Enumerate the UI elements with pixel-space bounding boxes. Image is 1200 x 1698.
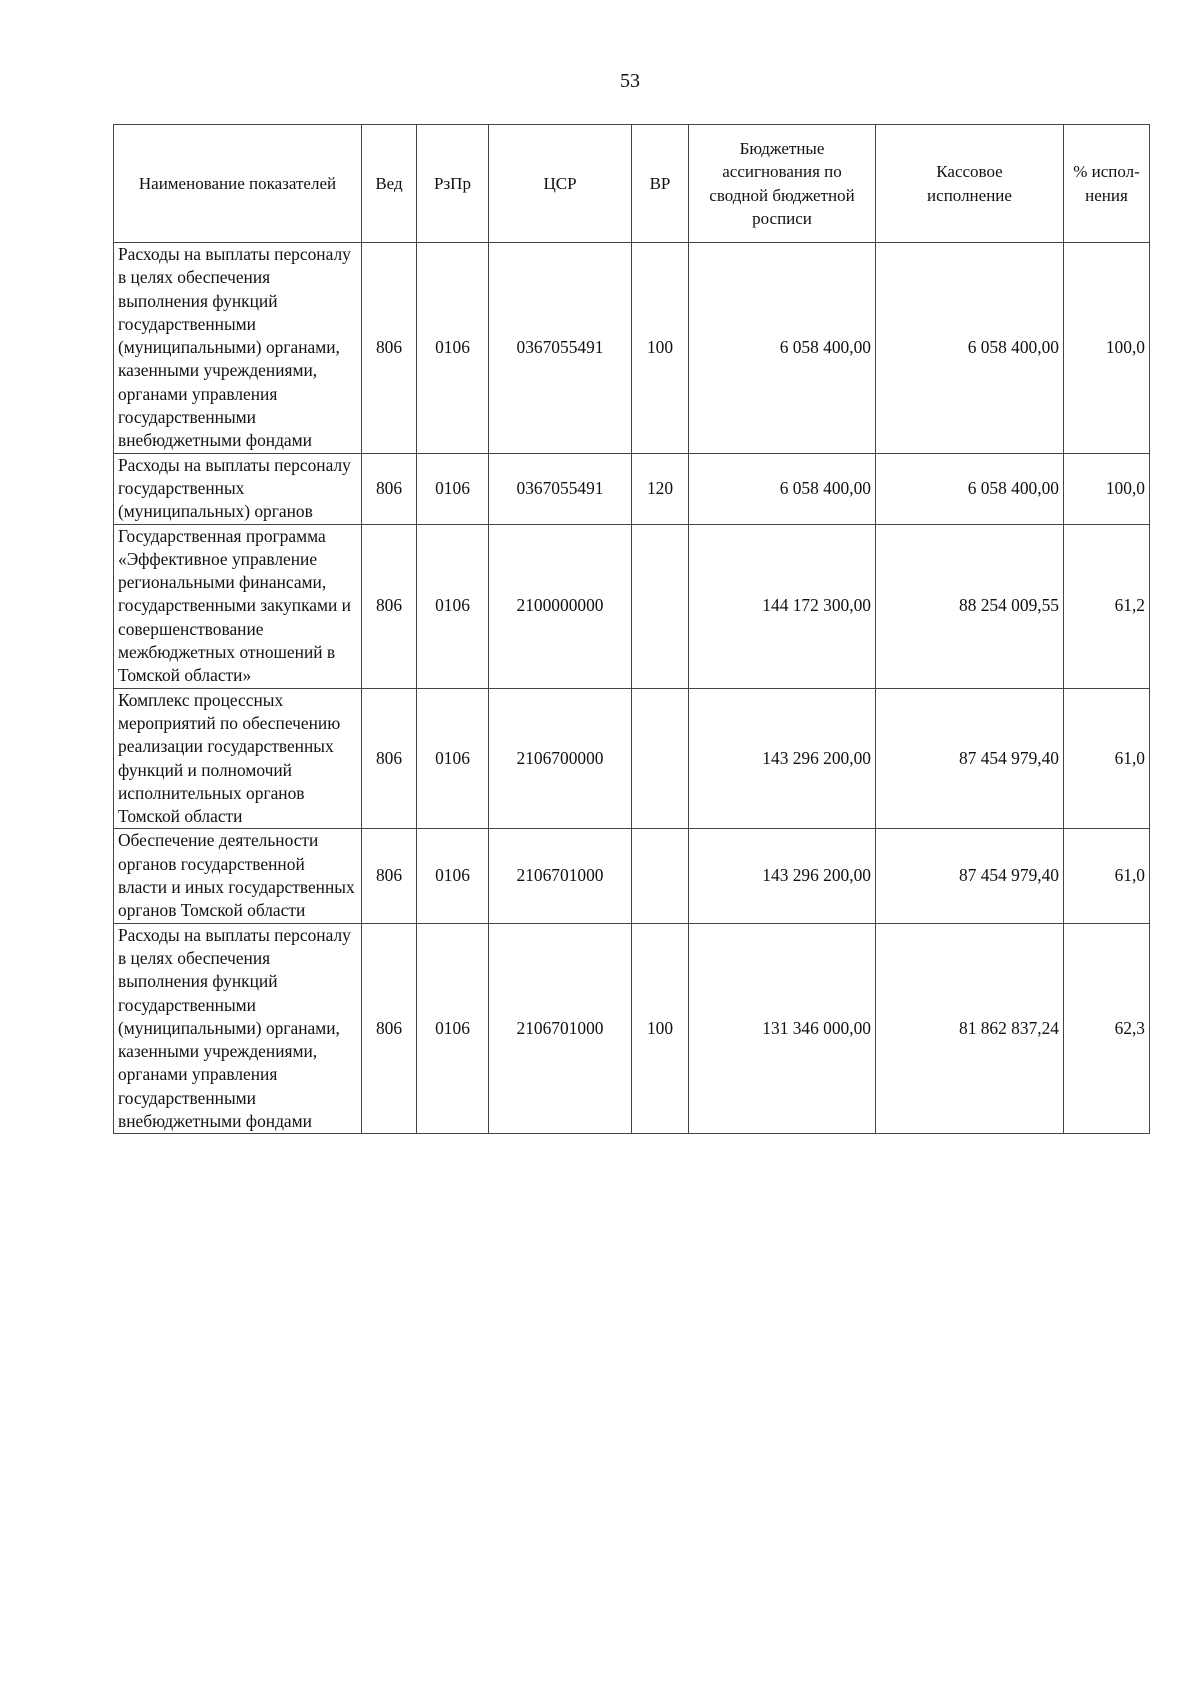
- table-row: [114, 243, 1150, 454]
- row-csr: 2106701000: [489, 923, 632, 1134]
- page-number: 53: [620, 70, 640, 92]
- row-rzpr: 0106: [417, 829, 489, 923]
- header-execution: Кассовое исполнение: [876, 125, 1064, 243]
- row-rzpr: 0106: [417, 453, 489, 524]
- row-assignments: 6 058 400,00: [689, 453, 876, 524]
- table-row: [114, 829, 1150, 923]
- row-assignments: 6 058 400,00: [689, 243, 876, 454]
- row-name: Комплекс процессных мероприятий по обеспечению реализации государственных функций и полномочий исполнительных органов Томской области: [114, 688, 362, 829]
- header-name: Наименование показателей: [114, 125, 362, 243]
- row-percent: 100,0: [1064, 453, 1150, 524]
- row-csr: 2100000000: [489, 524, 632, 688]
- header-assignments: Бюджетные ассигнования по сводной бюджетной росписи: [689, 125, 876, 243]
- row-assignments: 143 296 200,00: [689, 829, 876, 923]
- row-execution: 88 254 009,55: [876, 524, 1064, 688]
- header-percent: % испол-нения: [1064, 125, 1150, 243]
- row-rzpr: 0106: [417, 524, 489, 688]
- row-percent: 100,0: [1064, 243, 1150, 454]
- row-vr: 100: [632, 243, 689, 454]
- row-assignments: 131 346 000,00: [689, 923, 876, 1134]
- row-csr: 2106700000: [489, 688, 632, 829]
- row-name: Расходы на выплаты персоналу в целях обеспечения выполнения функций государственными (муниципальными) органами, казенными учреждениями, органами управления государственными внебюджетными фондами: [114, 923, 362, 1134]
- row-ved: 806: [362, 524, 417, 688]
- header-ved: Вед: [362, 125, 417, 243]
- row-execution: 87 454 979,40: [876, 829, 1064, 923]
- row-name: Государственная программа «Эффективное управление региональными финансами, государственными закупками и совершенствование межбюджетных отношений в Томской области»: [114, 524, 362, 688]
- row-rzpr: 0106: [417, 923, 489, 1134]
- row-name: Расходы на выплаты персоналу государственных (муниципальных) органов: [114, 453, 362, 524]
- row-name: Обеспечение деятельности органов государственной власти и иных государственных органов Томской области: [114, 829, 362, 923]
- row-ved: 806: [362, 923, 417, 1134]
- row-percent: 61,0: [1064, 829, 1150, 923]
- row-vr: [632, 688, 689, 829]
- row-execution: 87 454 979,40: [876, 688, 1064, 829]
- row-execution: 81 862 837,24: [876, 923, 1064, 1134]
- header-vr: ВР: [632, 125, 689, 243]
- table-row: [114, 688, 1150, 829]
- row-rzpr: 0106: [417, 688, 489, 829]
- row-csr: 0367055491: [489, 243, 632, 454]
- row-rzpr: 0106: [417, 243, 489, 454]
- row-name: Расходы на выплаты персоналу в целях обеспечения выполнения функций государственными (муниципальными) органами, казенными учреждениями, органами управления государственными внебюджетными фондами: [114, 243, 362, 454]
- table-header-row: [114, 125, 1150, 243]
- row-ved: 806: [362, 453, 417, 524]
- row-assignments: 144 172 300,00: [689, 524, 876, 688]
- row-ved: 806: [362, 829, 417, 923]
- row-execution: 6 058 400,00: [876, 453, 1064, 524]
- row-ved: 806: [362, 243, 417, 454]
- table-row: [114, 524, 1150, 688]
- row-ved: 806: [362, 688, 417, 829]
- row-csr: 0367055491: [489, 453, 632, 524]
- table-row: [114, 453, 1150, 524]
- row-vr: [632, 524, 689, 688]
- table-row: [114, 923, 1150, 1134]
- row-vr: 100: [632, 923, 689, 1134]
- row-assignments: 143 296 200,00: [689, 688, 876, 829]
- row-percent: 62,3: [1064, 923, 1150, 1134]
- row-execution: 6 058 400,00: [876, 243, 1064, 454]
- budget-execution-table: [113, 124, 1150, 1134]
- row-percent: 61,0: [1064, 688, 1150, 829]
- row-vr: [632, 829, 689, 923]
- header-rzpr: РзПр: [417, 125, 489, 243]
- row-vr: 120: [632, 453, 689, 524]
- header-csr: ЦСР: [489, 125, 632, 243]
- row-csr: 2106701000: [489, 829, 632, 923]
- row-percent: 61,2: [1064, 524, 1150, 688]
